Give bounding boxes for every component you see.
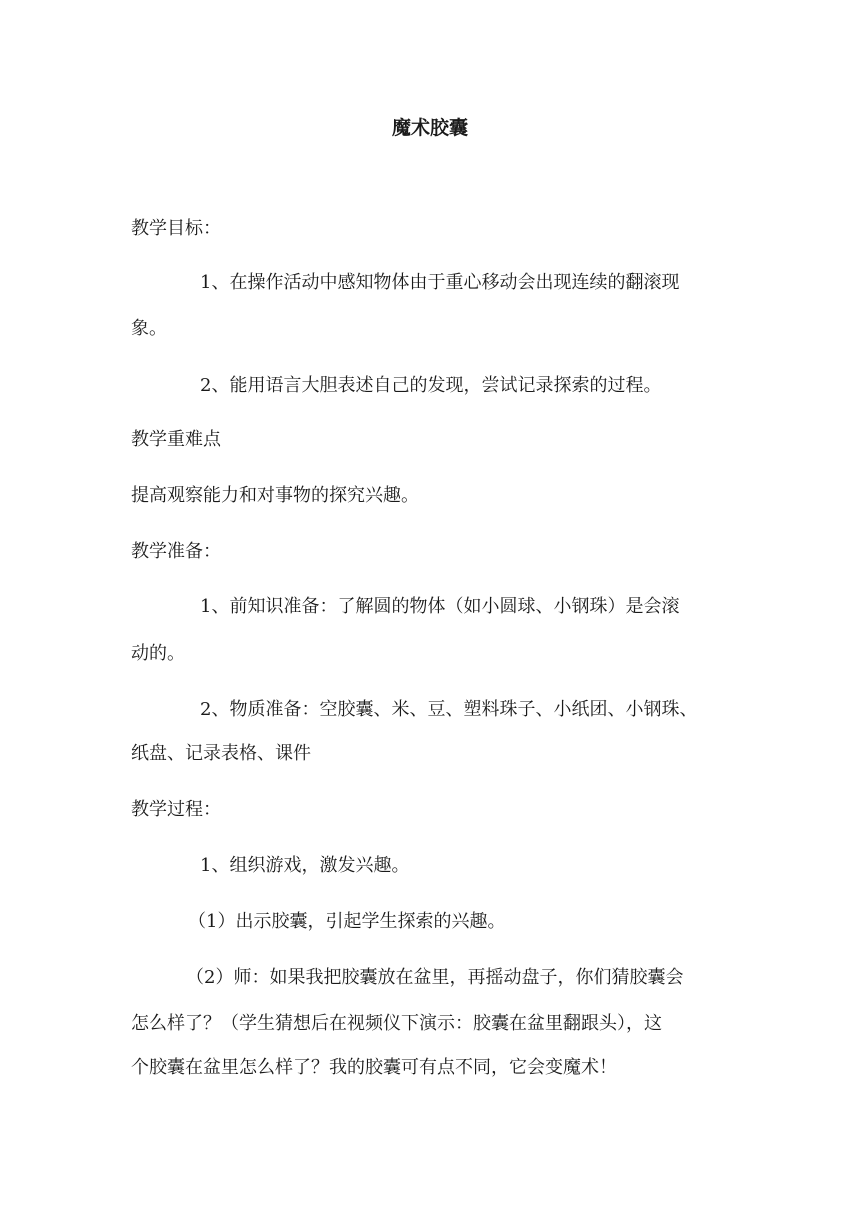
section-heading-objectives: 教学目标： bbox=[131, 218, 221, 239]
section-heading-key-points: 教学重难点 bbox=[131, 429, 221, 450]
process-step-1: 1、组织游戏，激发兴趣。 bbox=[200, 855, 410, 876]
process-step-1-sub-1: （1）出示胶囊，引起学生探索的兴趣。 bbox=[188, 911, 506, 932]
process-step-1-sub-2-line-2: 怎么样了？（学生猜想后在视频仪下演示：胶囊在盆里翻跟头），这 bbox=[131, 1013, 662, 1034]
section-heading-process: 教学过程： bbox=[131, 799, 221, 820]
preparation-1-line-1: 1、前知识准备：了解圆的物体（如小圆球、小钢珠）是会滚 bbox=[200, 596, 680, 617]
process-step-1-sub-2-line-3: 个胶囊在盆里怎么样了？我的胶囊可有点不同，它会变魔术！ bbox=[131, 1057, 617, 1078]
section-heading-preparation: 教学准备： bbox=[131, 541, 221, 562]
preparation-2-line-1: 2、物质准备：空胶囊、米、豆、塑料珠子、小纸团、小钢珠、 bbox=[200, 699, 698, 720]
process-step-1-sub-2-line-1: （2）师：如果我把胶囊放在盆里，再摇动盘子，你们猜胶囊会 bbox=[186, 967, 684, 988]
preparation-2-line-2: 纸盘、记录表格、课件 bbox=[131, 743, 311, 764]
preparation-1-line-2: 动的。 bbox=[131, 643, 185, 664]
key-points-text: 提高观察能力和对事物的探究兴趣。 bbox=[131, 485, 419, 506]
document-title: 魔术胶囊 bbox=[391, 117, 468, 139]
objective-1-line-2: 象。 bbox=[131, 318, 167, 339]
objective-1-line-1: 1、在操作活动中感知物体由于重心移动会出现连续的翻滚现 bbox=[200, 272, 680, 293]
objective-2: 2、能用语言大胆表述自己的发现，尝试记录探索的过程。 bbox=[200, 375, 662, 396]
